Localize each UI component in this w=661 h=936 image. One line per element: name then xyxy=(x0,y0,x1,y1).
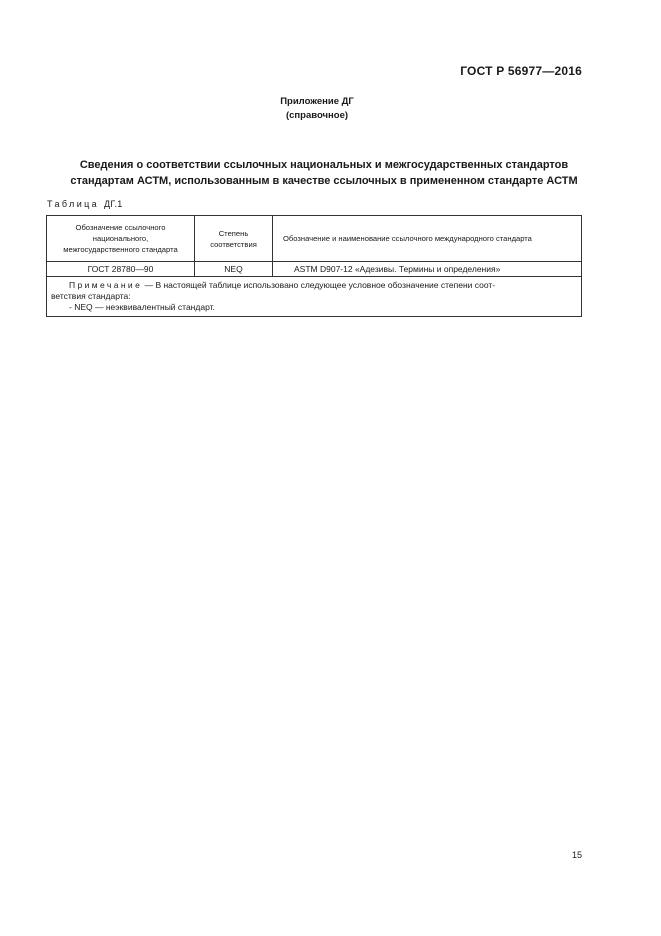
page-header-standard-code: ГОСТ Р 56977—2016 xyxy=(460,64,582,78)
table-caption-word: Таблица xyxy=(47,199,100,209)
annex-title: Приложение ДГ xyxy=(280,96,354,107)
header-international-standard: Обозначение и наименование ссылочного международного стандарта xyxy=(273,216,582,262)
header-col1-line-3: межгосударственного стандарта xyxy=(63,245,178,254)
note-text: — В настоящей таблице использовано следующее условное обозначение степени соот- xyxy=(144,280,496,290)
table-note-row xyxy=(47,277,582,317)
document-title-line-2: стандартам АСТМ, использованным в качестве ссылочных в примененном стандарте АСТМ xyxy=(70,175,578,187)
correspondence-table xyxy=(46,215,582,317)
header-degree xyxy=(195,216,273,262)
table-note xyxy=(47,277,582,317)
cell-international-standard: ASTM D907-12 «Адезивы. Термины и определения» xyxy=(273,262,582,277)
table-header-row xyxy=(47,216,582,262)
table-row xyxy=(47,262,582,277)
header-col2-line-2: соответствия xyxy=(210,239,257,249)
header-col2-line-1: Степень xyxy=(218,228,249,238)
note-line-2: ветствия стандарта: xyxy=(51,291,131,301)
annex-subtitle: (справочное) xyxy=(285,110,349,121)
cell-degree: NEQ xyxy=(195,262,273,277)
header-col1-line-1: Обозначение ссылочного xyxy=(75,223,166,232)
document-title-line-1: Сведения о соответствии ссылочных национальных и межгосударственных стандартов xyxy=(79,159,569,171)
header-national-standard xyxy=(47,216,195,262)
header-col1-line-2: национального, xyxy=(92,234,149,243)
page-number: 15 xyxy=(572,850,583,860)
table-caption xyxy=(47,199,123,209)
note-line-1 xyxy=(51,280,577,291)
document-title xyxy=(40,157,608,189)
note-line-3: - NEQ — неэквивалентный стандарт. xyxy=(69,302,215,312)
annex-heading xyxy=(0,95,634,123)
table-caption-number: ДГ.1 xyxy=(104,199,123,209)
cell-national-standard: ГОСТ 28780—90 xyxy=(47,262,195,277)
note-lead: Примечание xyxy=(69,280,143,290)
